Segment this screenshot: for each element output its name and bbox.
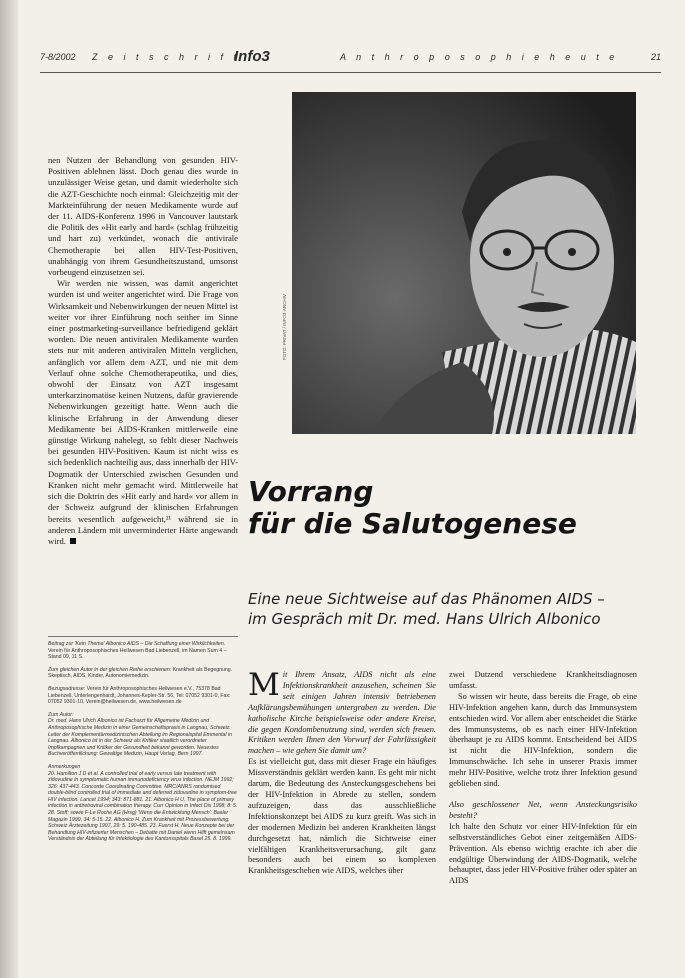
subtitle-line: Eine neue Sichtweise auf das Phänomen AIDS – (248, 590, 605, 608)
end-of-section-mark (70, 538, 76, 544)
interview-answer: Es ist vielleicht gut, dass mit dieser Frage ein häufiges Missverständnis geklärt werden kann. Es geht mir nicht darum, die Bedeutung des Ansteckungsgeschehens bei der HIV-Infektion in Abrede zu stellen, sondern aufzuzeigen, dass das ausschließliche Infektionskonzept bei AIDS zu kurz greift. Was sich in der modernen Medizin bei anderen Krankheiten längst durchgesetzt hat, nämlich die Sichtweise einer vielfältigen Krankheitsverursachung, gilt ganz besonders auch bei einem so komplexen Krankheitsgeschehen wie AIDS, welches über (248, 757, 436, 876)
sidebar-block: Zum gleichen Autor in der gleichen Reihe erschienen: Krankheit als Begegnung. Skeptisch, AIDS, Kinder, Autonomiemedizin. (48, 666, 233, 680)
paragraph: So wissen wir heute, dass bereits die Frage, ob eine HIV-Infektion angehen kann, durch das Immunsystem entschieden wird. Vor allem aber entscheidet die Stärke des Immunsystems, ob es nach einer HIV-Infektion überhaupt je zu AIDS kommt. Entscheidend bei AIDS ist nicht die HIV-Infektion, sondern die Immunschwäche. Ich sehe in unserer Praxis immer mehr HIV-Positive, welche trotz ihrer Infektion gesund geblieben sind. (449, 691, 637, 789)
title-line: für die Salutogenese (248, 507, 577, 540)
portrait-image (292, 92, 636, 434)
header-divider (40, 72, 661, 73)
paragraph: zwei Dutzend verschiedene Krankheitsdiagnosen umfasst. (449, 670, 637, 690)
magazine-logo: Info3 (234, 48, 270, 65)
article-title (248, 476, 577, 540)
notes-text: 20. Hamilton J D et al. A controlled trial of early versus late treatment with zidovudine in symptomatic human immunodeficiency virus infection. NEJM 1992; 326: 437-443. Concorde Coordinating Committee. MRC/ANRS randomised double-blind controlled trial of immediate and deferred zidovudine in symptom-free HIV infection. Lancet 1994; 343: 871-881. 21. Albonico H U. The place of primary infection in antiretroviral combination therapy. Curr Opinion in Infect Dis 1998; 8: 5. 28. Stoff: sowie F-Le Roche AG (Hrsg) 'Wenn die Entwicklung Mensch': Basler Magazin 1999, 34: 5-15. 22. Albonico H. Zum Krankheit mit Prozessbewertung. Schweiz Ärztezeitung 1997, 29: 5. 190-485. 23. Fuerst H. Neue Konzepte bei der Behandlung HIV-infizierter Menschen – Debatte mit Daniel wenn Hilft gemeinsam Verständnis der Abteilung für Infektiologie des Kantonsspitals Basel 25. 8. 1999. (48, 770, 238, 843)
interview-question: Mit Ihrem Ansatz, AIDS nicht als eine Infektionskrankheit anzusehen, scheinen Sie seit einigen Jahren intensiv betriebenen Aufklärungsbemühungen untergraben zu werden. Die katholische Kirche beispielsweise oder andere Kreise, die gegen Kondombenutzung sind, werden sich freuen. Kritiken werden Ihnen den Vorwurf der Fahrlässigkeit machen – wie gehen Sie damit um? (248, 667, 436, 756)
drop-cap: M (248, 667, 280, 703)
page-fold-shadow (0, 0, 18, 978)
page-number: 21 (650, 52, 661, 62)
paragraph: nen Nutzen der Behandlung von gesunden HIV-Positiven ablehnen lässt. Doch genau dies wurde in unzulässiger Weise getan, und damit wiederholte sich die AZT-Geschichte noch einmal: Gleichzeitig mit der Markteinführung der neuen Medikamente wurde auf der 11. AIDS-Konferenz 1996 in Vancouver lautstark die Politik des »Hit early and hard« (schlag frühzeitig und hart zu) verkündet, wonach die antivirale Chemotherapie bei allen HIV-Test-Positiven, unabhängig von ihrem Gesundheitszustand, umsonst vorbeugend einzusetzen sei. (48, 155, 238, 278)
issue-date: 7-8/2002 (40, 52, 76, 62)
interview-answer: Ich halte den Schutz vor einer HIV-Infektion für ein selbstverständliches Gebot einer zeitgemäßen AIDS-Prävention. Als ebenso wichtig erachte ich aber die endgültige Überwindung der AIDS-Dogmatik, welche behauptet, dass jeder HIV-Positive früher oder später an AIDS (449, 821, 637, 886)
running-header (40, 50, 661, 70)
sidebar-block: Beitrag zur 'Kein Thema' Albonico AIDS – Die Schaffung einer Wirklichkeiten. Verein für Anthroposophisches Heilwesen Bad Liebenzell, im Namen Sum 4 – Stand 09, 11 S. (48, 641, 227, 661)
section-label: A n t h r o p o s o p h i e h e u t e (340, 52, 619, 62)
interview-question: Also geschlossener Net, wenn Ansteckungsrisiko besteht? (449, 799, 637, 820)
paragraph: Wir werden nie wissen, was damit angerichtet wurden ist und weiter angerichtet wird. Die Frage von Wirksamkeit und Nebenwirkungen der neuen Mittel ist weiter vor ihrer Einführung noch seither im Sinne einer postmarketing-surveillance befriedigend geklärt worden. Die neuen antiviralen Medikamente wurden stets nur mit anderen antiviralen Mitteln verglichen, anfänglich vor allem dem AZT, und nie mit dem Verlauf ohne solche Chemotherapeutika, und dies, obwohl der Einsatz von AZT insgesamt unterkarzinomatöse keinen Nutzens, dafür gravierende Nebenwirkungen gezeitigt hatte. Wenn auch die klinische Erfahrung in der Anwendung dieser Medikamente bei AIDS-Kranken mittlerweile eine günstige Wirkung nahelegt, so fehlt dieser Nachweis bei gesunden HIV-Positiven. Kaum ist nicht wiss es sich bedenklich nachteilig aus, dass innerhalb der HIV-Dogmatik der Unterschied zwischen Gesunden und Kranken nicht mehr gemacht wird. Mittlerweile hat sich die Doktrin des »Hit early and hard« vor allem in der Schweiz aufgrund der klinischen Erfahrungen bereits wesentlich aufgeweicht,²¹ während sie in anderen Ländern mit unverminderter Härte angewandt wird. (48, 278, 238, 546)
left-text-column (48, 155, 238, 547)
article-subtitle (248, 589, 648, 629)
title-line: Vorrang (248, 475, 374, 508)
right-text-column (449, 670, 637, 887)
notes-heading: Anmerkungen (48, 763, 81, 770)
photo-credit: FOTO: PRIVAT / INFO3-ARCHIV (282, 294, 287, 360)
subtitle-line: im Gespräch mit Dr. med. Hans Ulrich Albonico (248, 610, 601, 628)
info-sidebar (48, 636, 238, 843)
middle-text-column (248, 667, 436, 877)
portrait-photo (292, 92, 636, 434)
sidebar-block: Zum Autor: Dr. med. Hans Ulrich Albonico ist Facharzt für Allgemeine Medizin und Anthroposophische Medizin in einer Gemeinschaftspraxis in Langnau, Schweiz. Leiter der Komplementärmedizinischen Abteilung im Regionalspital Emmental in Langnau. Albonico ist in der Schweiz als Kritiker staatlich verordneter Impfkampagnen und Kritiker der Gesundheit bekannt geworden. Neuestes Buchveröffentlichung: Gewaltige Medizin, Haupt Verlag, Bern 1997. (48, 711, 233, 758)
magazine-label: Z e i t s c h r i f t (92, 52, 241, 62)
sidebar-divider (48, 636, 238, 637)
sidebar-block: Bezugsadresse: Verein für Anthroposophisches Heilwesen e.V., 75378 Bad Liebenzell, Unterlengenhardt, Johannes-Kepler-Str. 56, Tel: 07052 9301-0, Fax: 07052 9301-10, Verein@heilwesen.de, www.heilwesen.de (48, 685, 231, 706)
